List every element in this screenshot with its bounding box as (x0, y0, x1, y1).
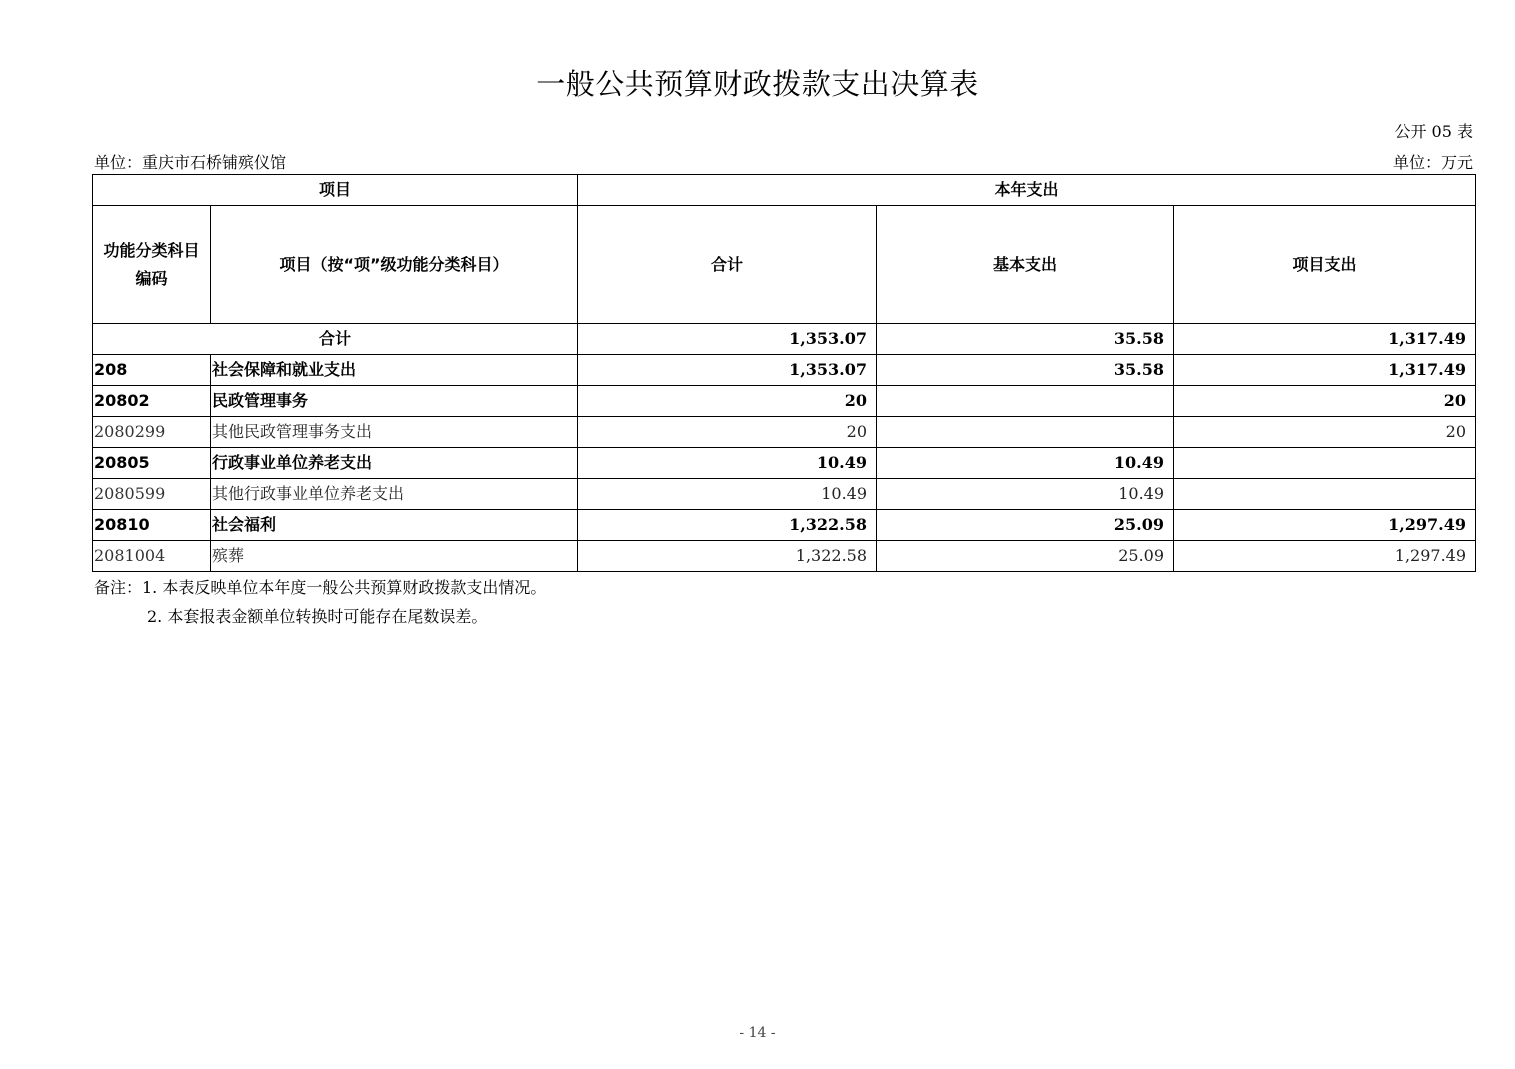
row-code: 2080599 (93, 479, 211, 510)
row-project: 20 (1174, 417, 1476, 448)
row-total: 20 (578, 417, 877, 448)
form-number: 公开 05 表 (1394, 122, 1473, 141)
row-project (1174, 479, 1476, 510)
expense-table (92, 174, 1476, 572)
row-code: 20810 (93, 510, 211, 541)
row-project: 1,297.49 (1174, 541, 1476, 572)
unit-organization: 单位：重庆市石桥铺殡仪馆 (94, 153, 287, 172)
page-title: 一般公共预算财政拨款支出决算表 (536, 67, 979, 101)
row-code: 2081004 (93, 541, 211, 572)
row-code: 208 (93, 355, 211, 386)
row-name: 社会保障和就业支出 (211, 355, 578, 386)
row-basic: 25.09 (877, 510, 1174, 541)
row-code: 20802 (93, 386, 211, 417)
row-code: 20805 (93, 448, 211, 479)
row-total: 1,322.58 (578, 510, 877, 541)
header-code: 功能分类科目编码 (93, 206, 211, 324)
row-project: 1,297.49 (1174, 510, 1476, 541)
row-basic: 25.09 (877, 541, 1174, 572)
row-basic: 10.49 (877, 479, 1174, 510)
row-total: 10.49 (578, 479, 877, 510)
header-row-group (93, 175, 1476, 206)
row-total: 20 (578, 386, 877, 417)
row-code: 2080299 (93, 417, 211, 448)
row-name: 其他行政事业单位养老支出 (211, 479, 578, 510)
row-project: 20 (1174, 386, 1476, 417)
total-amount: 1,353.07 (578, 324, 877, 355)
page-number: - 14 - (739, 1025, 776, 1041)
unit-currency: 单位：万元 (1392, 153, 1473, 172)
table-row (93, 510, 1476, 541)
row-basic: 35.58 (877, 355, 1174, 386)
row-name: 民政管理事务 (211, 386, 578, 417)
row-basic (877, 386, 1174, 417)
row-basic: 10.49 (877, 448, 1174, 479)
row-name: 其他民政管理事务支出 (211, 417, 578, 448)
row-project: 1,317.49 (1174, 355, 1476, 386)
header-basic: 基本支出 (877, 206, 1174, 324)
row-total: 10.49 (578, 448, 877, 479)
row-project (1174, 448, 1476, 479)
total-label: 合计 (93, 324, 578, 355)
note-line-1: 备注：1. 本表反映单位本年度一般公共预算财政拨款支出情况。 (94, 578, 547, 597)
table-row (93, 386, 1476, 417)
row-basic (877, 417, 1174, 448)
header-project: 项目支出 (1174, 206, 1476, 324)
row-total: 1,353.07 (578, 355, 877, 386)
total-row (93, 324, 1476, 355)
total-basic: 35.58 (877, 324, 1174, 355)
table-row (93, 417, 1476, 448)
table-row (93, 448, 1476, 479)
row-name: 殡葬 (211, 541, 578, 572)
row-name: 社会福利 (211, 510, 578, 541)
table-row (93, 541, 1476, 572)
row-name: 行政事业单位养老支出 (211, 448, 578, 479)
header-row-columns (93, 206, 1476, 324)
header-item-group: 项目 (93, 175, 578, 206)
header-year-expense: 本年支出 (578, 175, 1476, 206)
total-project: 1,317.49 (1174, 324, 1476, 355)
header-name: 项目（按“项”级功能分类科目） (211, 206, 578, 324)
header-total: 合计 (578, 206, 877, 324)
row-total: 1,322.58 (578, 541, 877, 572)
note-line-2: 2. 本套报表金额单位转换时可能存在尾数误差。 (147, 607, 488, 626)
table-row (93, 355, 1476, 386)
table-row (93, 479, 1476, 510)
